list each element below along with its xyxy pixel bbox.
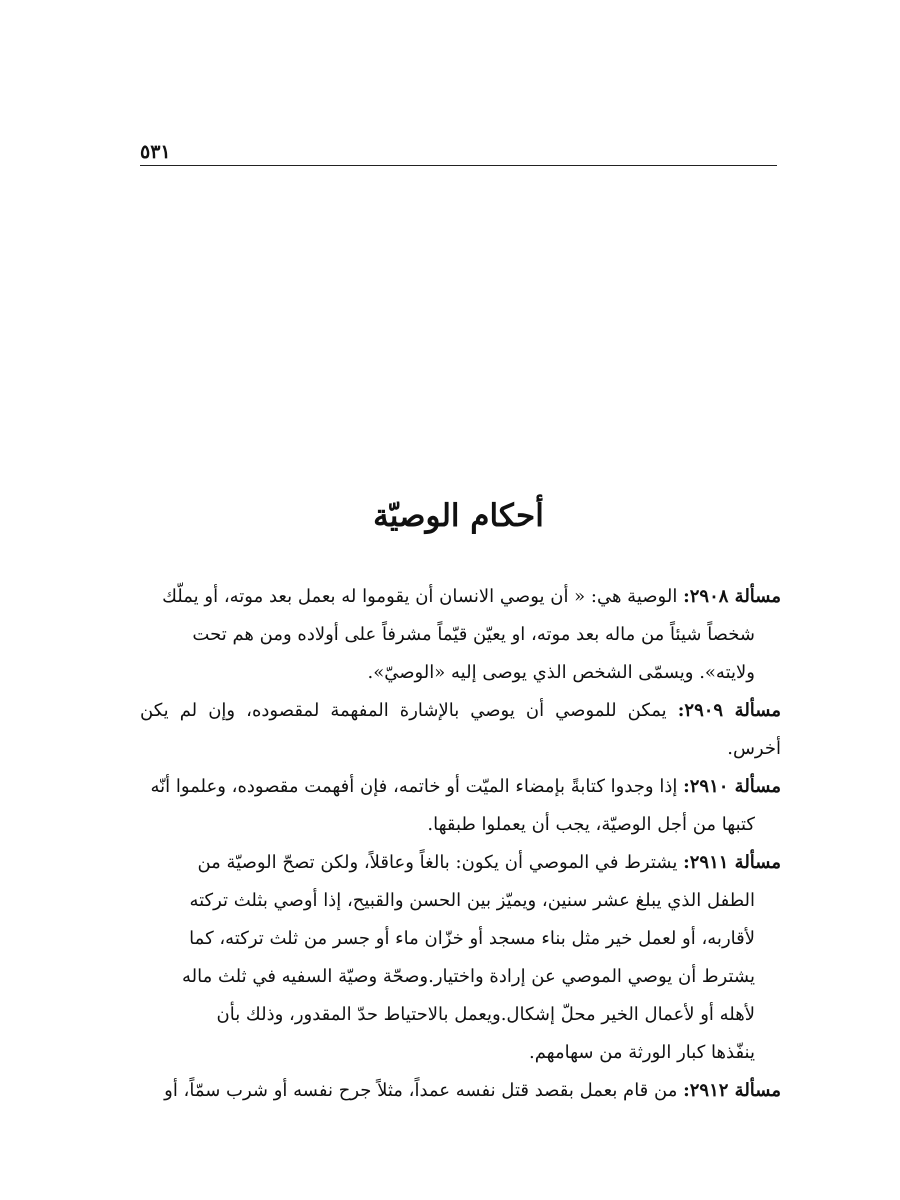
text-line [140, 844, 781, 882]
line-text: الطفل الذي يبلغ عشر سنين، ويميّز بين الحسن والقبيح، إذا أوصي بثلث تركته [189, 890, 755, 911]
text-line [140, 882, 781, 920]
line-text: يشترط في الموصي أن يكون: بالغاً وعاقلاً، ولكن تصحّ الوصيّة من [197, 852, 678, 873]
text-line [140, 806, 781, 844]
text-line [140, 920, 781, 958]
line-text: يشترط أن يوصي الموصي عن إرادة واختيار.وصحّة وصيّة السفيه في ثلث ماله [181, 966, 755, 987]
issue-paragraph [140, 768, 781, 844]
text-line [140, 692, 781, 768]
line-text: ولايته». ويسمّى الشخص الذي يوصى إليه «الوصيّ». [367, 662, 755, 683]
text-line [140, 654, 781, 692]
page-header [140, 141, 777, 166]
line-text: إذا وجدوا كتابةً بإمضاء الميّت أو خاتمه، فإن أفهمت مقصوده، وعلموا أنّه [150, 776, 678, 797]
line-text: يمكن للموصي أن يوصي بالإشارة المفهمة لمقصوده، وإن لم يكن أخرس. [140, 700, 781, 759]
line-text: لأهله أو لأعمال الخير محلّ إشكال.ويعمل بالاحتياط حدّ المقدور، وذلك بأن [216, 1004, 755, 1025]
issue-paragraph [140, 692, 781, 768]
issue-label: مسألة ٢٩١١: [683, 852, 781, 873]
text-line [140, 1072, 781, 1110]
issue-paragraph [140, 844, 781, 1072]
line-text: كتبها من أجل الوصيّة، يجب أن يعملوا طبقها. [427, 814, 755, 835]
line-text: الوصية هي: « أن يوصي الانسان أن يقوموا له بعمل بعد موته، أو يملّك [162, 586, 678, 607]
issue-label: مسألة ٢٩١٠: [683, 776, 781, 797]
text-line [140, 616, 781, 654]
chapter-title: أحكام الوصيّة [373, 498, 544, 534]
text-line [140, 958, 781, 996]
line-text: لأقاربه، أو لعمل خير مثل بناء مسجد أو خزّان ماء أو جسر من ثلث تركته، كما [189, 928, 755, 949]
line-text: من قام بعمل بقصد قتل نفسه عمداً، مثلاً جرح نفسه أو شرب سمّاً، أو [164, 1080, 678, 1101]
line-text: شخصاً شيئاً من ماله بعد موته، او يعيّن قيّماً مشرفاً على أولاده ومن هم تحت [192, 624, 755, 645]
text-line [140, 578, 781, 616]
issue-label: مسألة ٢٩٠٩: [677, 700, 781, 721]
issue-label: مسألة ٢٩٠٨: [683, 586, 781, 607]
body-text [140, 578, 781, 1110]
page-number: ٥٣١ [140, 141, 171, 163]
text-line [140, 1034, 781, 1072]
line-text: ينفّذها كبار الورثة من سهامهم. [528, 1042, 755, 1063]
issue-paragraph [140, 1072, 781, 1110]
issue-label: مسألة ٢٩١٢: [683, 1080, 781, 1101]
text-line [140, 768, 781, 806]
issue-paragraph [140, 578, 781, 692]
text-line [140, 996, 781, 1034]
